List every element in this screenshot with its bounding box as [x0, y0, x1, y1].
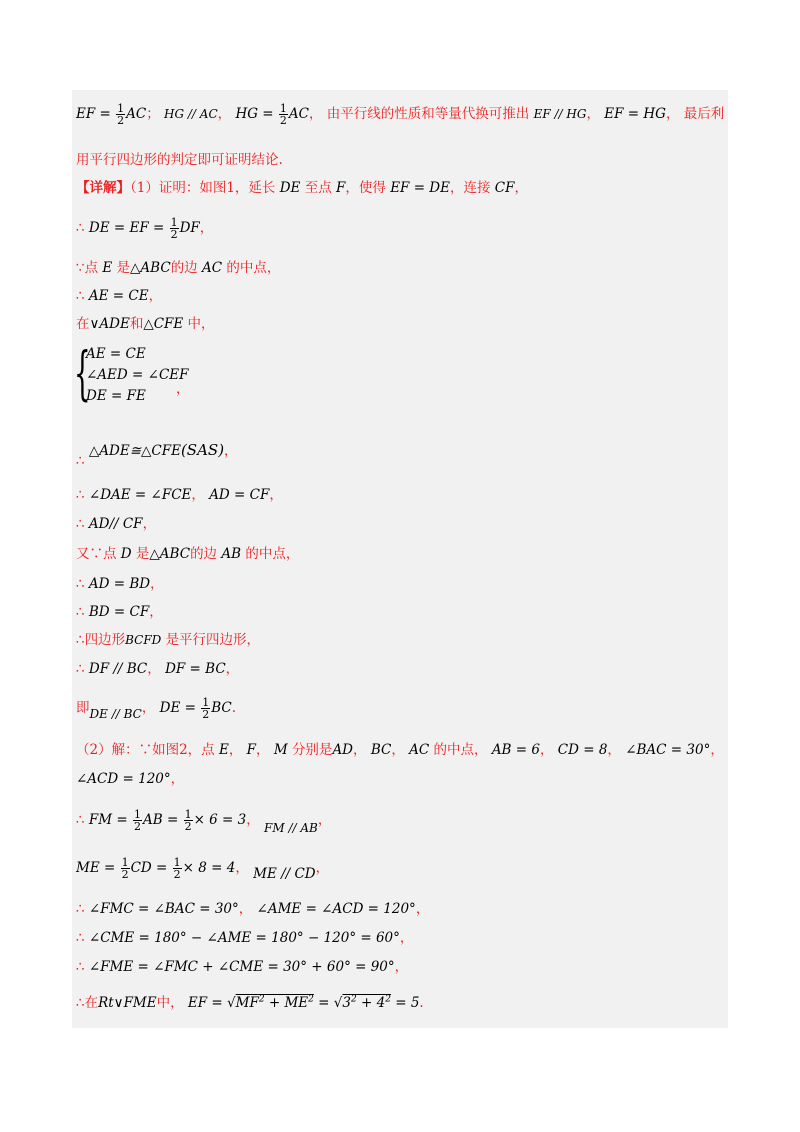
detail-intro: 【详解】（1）证明：如图1，延长 DE 至点 F，使得 EF = DE，连接 CF， [76, 180, 528, 196]
fraction: $\frac{1}{2}$ [173, 856, 181, 881]
system-end: ， [176, 381, 190, 397]
sqrt-expression: $√MF^2 + ME^2 = √3^2 + 4^2 = 5$ [227, 994, 420, 1011]
hint-line-2: 用平行四边形的判定即可证明结论. [76, 152, 283, 168]
step-de-ef-df: ∴ DE = EF = $\frac{1}{2}$ DF， [76, 216, 214, 241]
step-ad-bd: ∴ AD = BD， [76, 576, 164, 592]
fraction: $\frac{1}{2}$ [279, 102, 287, 127]
fraction: $\frac{1}{2}$ [202, 696, 210, 721]
left-brace-icon: { [74, 339, 91, 407]
step-congruent: ∴ △ADE≅△CFE(SAS)， [76, 441, 238, 469]
step-conclusion-1: 即DE // BC， DE = $\frac{1}{2}$ BC. [76, 696, 237, 721]
step-ef-result: ∴在Rt∨FME中， EF = $√MF^2 + ME^2 = √3^2 + 4^2 = 5$. [76, 994, 424, 1011]
step-e-midpoint: ∵点 E 是△ABC的边 AC 的中点， [76, 260, 281, 276]
step-ad-par-cf: ∴ AD// CF， [76, 516, 157, 532]
fraction: $\frac{1}{2}$ [133, 808, 141, 833]
step-ae-ce: ∴ AE = CE， [76, 288, 163, 304]
step-fm: ∴ FM = $\frac{1}{2}$ AB = $\frac{1}{2}$ × 6 = 3， FM // AB， [76, 808, 332, 835]
hint-line-1: EF = $\frac{1}{2}$ AC； HG // AC， HG = $\frac{1}{2}$ AC， 由平行线的性质和等量代换可推出 EF // HG， EF = HG， 最后利 [76, 102, 725, 127]
step-in-triangles: 在∨ADE和△CFE 中， [76, 316, 215, 332]
fraction: $\frac{1}{2}$ [121, 856, 129, 881]
step-bd-cf: ∴ BD = CF， [76, 604, 163, 620]
fraction: $\frac{1}{2}$ [170, 216, 178, 241]
step-angle-cme: ∴ ∠CME = 180° − ∠AME = 180° − 120° = 60°， [76, 930, 414, 946]
part2-intro-cont: ∠ACD = 120°， [76, 771, 185, 787]
fraction: $\frac{1}{2}$ [184, 808, 192, 833]
step-me: ME = $\frac{1}{2}$ CD = $\frac{1}{2}$ × 8 = 4， ME // CD， [76, 856, 330, 882]
page: EF = $\frac{1}{2}$ AC； HG // AC， HG = $\frac{1}{2}$ AC， 由平行线的性质和等量代换可推出 EF // HG， EF = HG， 最后利 用平行四边形的判定即可证明结论. 【详解】（1）证明：如图1，延长 DE 至点 F，使得 EF = DE，连接 CF， ∴ DE = EF = $\frac{1}{2}$ DF， ∵点 E 是△ABC的边 AC 的中点， ∴ AE = CE， 在∨ADE和△CFE 中， { AE = CE ∠AED = ∠CEF DE = FE ， ∴ △ADE≅△CFE(SAS)， ∴ ∠DAE = ∠FCE， AD = CF， ∴ AD// CF， 又∵点 D 是△ABC的边 AB 的中点， ∴ AD = BD， ∴ BD = CF， ∴四边形BCFD 是平行四边形， ∴ DF // BC， DF = BC， 即DE // BC， DE = $\frac{1}{2}$ BC. （2）解：∵如图2，点 E， F， M 分别是AD， BC， AC 的中点， AB = 6， CD = 8， ∠BAC = 30°， ∠ACD = 120°， ∴ FM = $\frac{1}{2}$ AB = $\frac{1}{2}$ × 6 = 3， FM // AB， ME = $\frac{1}{2}$ CD = $\frac{1}{2}$ × 8 = 4， ME // CD， ∴ ∠FMC = ∠BAC = 30°， ∠AME = ∠ACD = 120°， ∴ ∠CME = 180° − ∠AME = 180° − 120° = 60°， ∴ ∠FME = ∠FMC + ∠CME = 30° + 60° = 90°， ∴在Rt∨FME中， EF = $√MF^2 + ME^2 = √3^2 + 4^2 = 5$. [0, 0, 800, 1132]
step-df-bc: ∴ DF // BC， DF = BC， [76, 661, 240, 677]
fraction: $\frac{1}{2}$ [117, 102, 125, 127]
part2-intro: （2）解：∵如图2，点 E， F， M 分别是AD， BC， AC 的中点， AB = 6， CD = 8， ∠BAC = 30°， [76, 742, 724, 758]
step-parallelogram: ∴四边形BCFD 是平行四边形， [76, 632, 261, 648]
step-d-midpoint: 又∵点 D 是△ABC的边 AB 的中点， [76, 546, 300, 562]
step-angle-fmc: ∴ ∠FMC = ∠BAC = 30°， ∠AME = ∠ACD = 120°， [76, 901, 430, 917]
step-angle-fme: ∴ ∠FME = ∠FMC + ∠CME = 30° + 60° = 90°， [76, 959, 409, 975]
step-angles-ad-cf: ∴ ∠DAE = ∠FCE， AD = CF， [76, 487, 283, 503]
